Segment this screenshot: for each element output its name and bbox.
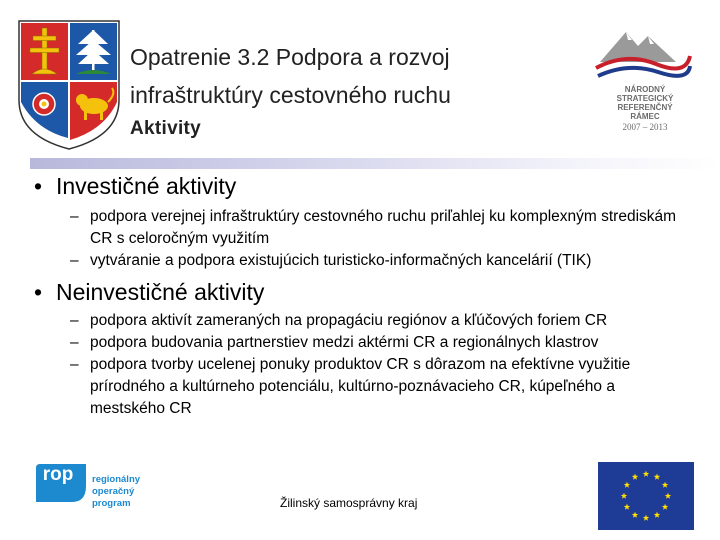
list-item (70, 310, 690, 332)
list-item (70, 206, 690, 250)
rop-logo (34, 462, 152, 520)
dash-icon: – (70, 252, 79, 269)
list-item (70, 250, 690, 272)
list-item-text: podpora aktivít zameraných na propagáciu regiónov a kľúčových foriem CR (90, 312, 608, 329)
list-item (70, 332, 690, 354)
dash-icon: – (70, 334, 79, 351)
list-item-text: podpora tvorby ucelenej ponuky produktov CR s dôrazom na efektívne využitie prírodného a kultúrneho potenciálu, kultúrno-poznávacieho CR, kúpeľného a mestského CR (90, 356, 631, 417)
coat-of-arms-logo (16, 18, 122, 152)
list-item (70, 354, 690, 420)
slide-subtitle: Aktivity (130, 118, 202, 139)
list-item-text: podpora budovania partnerstiev medzi aktérmi CR a regionálnych klastrov (90, 334, 599, 351)
rop-mark: rop (42, 464, 74, 485)
list-item-text: podpora verejnej infraštruktúry cestovného ruchu priľahlej ku komplexným strediskám CR s celoročným využitím (90, 208, 677, 247)
nsrr-years: 2007 – 2013 (622, 122, 668, 132)
dash-icon: – (70, 312, 79, 329)
rop-line-1: regionálny (92, 474, 141, 485)
dash-icon: – (70, 356, 79, 373)
mountain-icon (596, 32, 690, 76)
nsrr-line-2: STRATEGICKÝ (616, 94, 674, 103)
bullet-dot-icon: • (34, 173, 43, 199)
list-item-text: vytváranie a podpora existujúcich turisticko-informačných kancelárií (TIK) (90, 252, 592, 269)
title-line-2: infraštruktúry cestovného ruchu (130, 82, 451, 108)
slide-title (130, 38, 580, 114)
rop-line-3: program (92, 498, 131, 509)
nsrr-line-1: NÁRODNÝ (624, 85, 666, 94)
nsrr-logo (586, 22, 704, 138)
bullet-label: Investičné aktivity (56, 173, 237, 199)
bullet-dot-icon: • (34, 279, 43, 305)
bullet-investment-activities (34, 173, 236, 200)
eu-flag-icon (598, 462, 694, 530)
footer-text: Žilinský samosprávny kraj (280, 496, 418, 510)
investment-items-list (70, 206, 690, 272)
dash-icon: – (70, 208, 79, 225)
nsrr-line-4: RÁMEC (630, 112, 660, 121)
title-line-1: Opatrenie 3.2 Podpora a rozvoj (130, 44, 450, 70)
nsrr-line-3: REFERENČNÝ (617, 103, 673, 112)
bullet-non-investment-activities (34, 279, 264, 306)
bullet-label: Neinvestičné aktivity (56, 279, 265, 305)
title-divider-bar (30, 158, 720, 169)
rop-line-2: operačný (92, 486, 135, 497)
non-investment-items-list (70, 310, 690, 420)
